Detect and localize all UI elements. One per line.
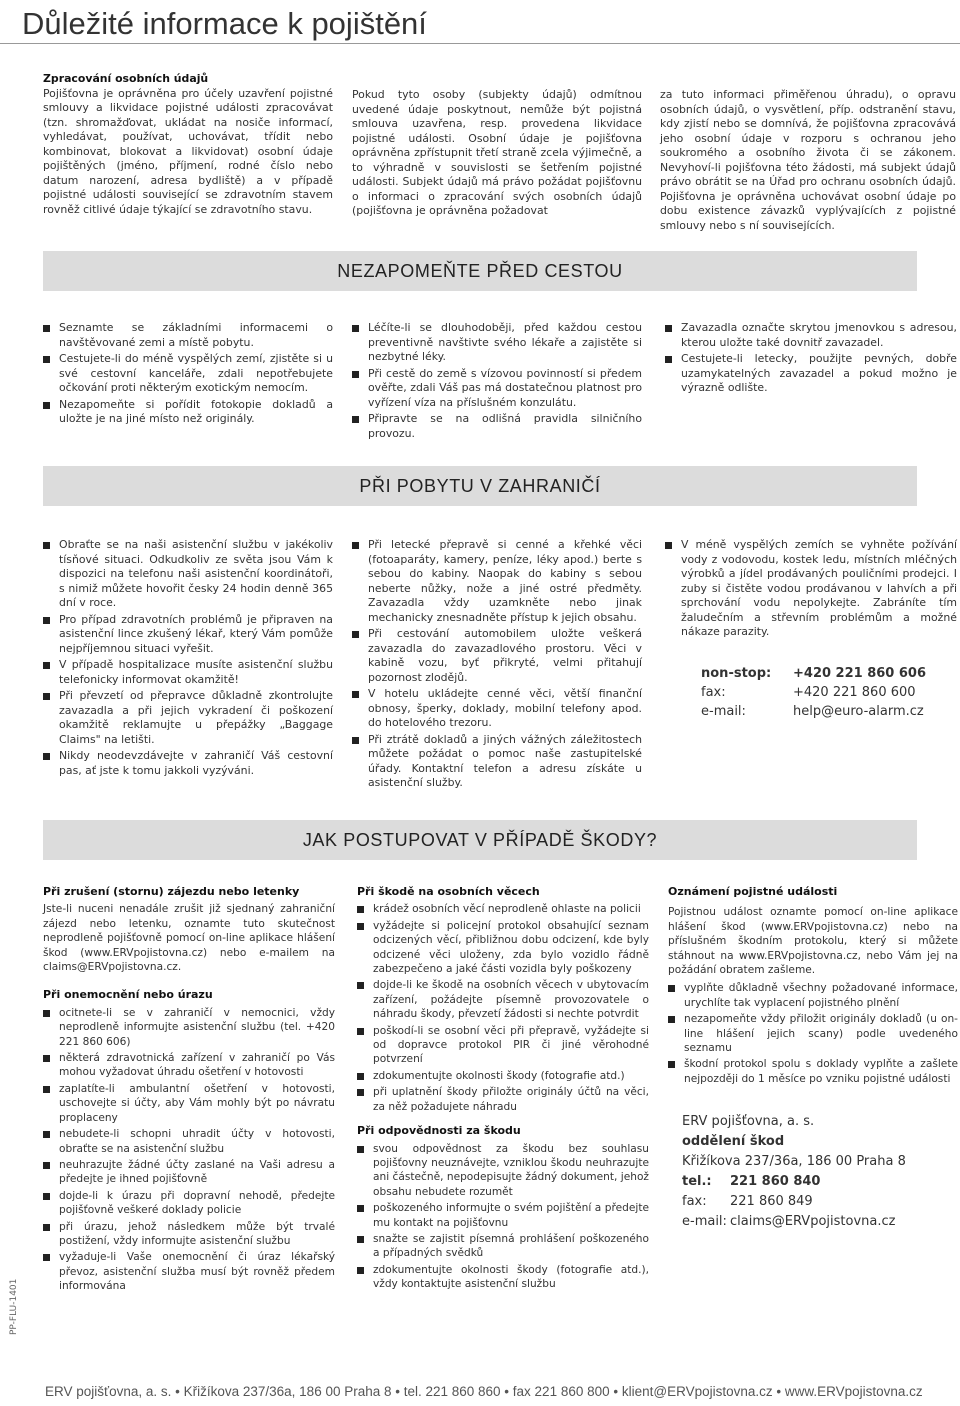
list-item-text: Pro případ zdravotních problémů je připraven na asistenční lince zkušený lékař, který Vám pomůže nejpříjemnou situaci vyřešit. xyxy=(59,612,333,655)
abroad-col2 xyxy=(352,538,642,793)
list-item xyxy=(43,321,333,350)
list-item-text: ocitnete-li se v zahraničí v nemocnici, vždy neprodleně informujte asistenční službu (tel. +420 221 860 606) xyxy=(59,1006,335,1048)
bullet-square-icon xyxy=(357,1267,364,1274)
list-item-text: Zavazadla označte skrytou jmenovkou s adresou, kterou uložte také dovnitř zavazadel. xyxy=(681,321,957,349)
property-heading: Při škodě na osobních věcech xyxy=(357,885,540,898)
company-address: Křižíkova 237/36a, 186 00 Praha 8 xyxy=(682,1154,906,1170)
bullet-square-icon xyxy=(357,923,364,930)
before-trip-col3 xyxy=(665,321,957,398)
list-item-text: škodní protokol spolu s doklady vyplňte a zašlete nejpozději do 1 měsíce po vzniku pojistné události xyxy=(684,1058,958,1085)
claims-email-link[interactable]: claims@ERVpojistovna.cz xyxy=(730,1214,896,1230)
list-item xyxy=(352,321,642,365)
bullet-square-icon xyxy=(43,325,50,332)
bullet-square-icon xyxy=(43,1162,50,1169)
list-item-text: krádež osobních věcí neprodleně ohlaste na policii xyxy=(373,903,641,916)
bullet-square-icon xyxy=(43,1193,50,1200)
bullet-square-icon xyxy=(357,982,364,989)
bullet-square-icon xyxy=(357,1146,364,1153)
liability-heading: Při odpovědnosti za škodu xyxy=(357,1124,521,1138)
bullet-list xyxy=(43,1006,335,1294)
list-item-text: při úrazu, jehož následkem může být trvalé postižení, vždy informujte asistenční službu xyxy=(59,1220,335,1247)
list-item xyxy=(357,1263,649,1292)
title-divider xyxy=(0,43,960,44)
bullet-square-icon xyxy=(352,325,359,332)
claims-col2 xyxy=(357,885,649,1294)
cancel-text: Jste-li nuceni nenadále zrušit již sjednaný zahraniční zájezd nebo letenku, oznamte tuto skutečnost neprodleně pojišťovně pomocí on-line aplikace hlášení škod (www.ERVpojistovna.cz) nebo e-mailem na claims@ERVpojistovna.cz. xyxy=(43,903,335,974)
list-item-text: zdokumentujte okolnosti škody (fotografie atd.) xyxy=(373,1069,625,1082)
before-trip-banner: NEZAPOMEŇTE PŘED CESTOU xyxy=(43,251,917,291)
bullet-square-icon xyxy=(668,1016,675,1023)
bullet-square-icon xyxy=(43,356,50,363)
before-trip-col1 xyxy=(43,321,333,429)
bullet-square-icon xyxy=(357,1205,364,1212)
data-processing-text-1: Pojišťovna je oprávněna pro účely uzavření pojistné smlouvy a likvidace pojistné události zpracovávat (tzn. shromažďovat, ukládat na nosiče informací, vyhledávat, používat, uchovávat, třídit nebo kombinovat, blokovat a likvidovat) osobní údaje pojištěných (jméno, příjmení, rodné číslo nebo datum narození, adresa bydliště) a v případě pojistné události související se zdravotním stavem rovněž citlivé údaje týkající se zdravotního stavu. xyxy=(43,86,333,216)
abroad-col3 xyxy=(665,538,957,721)
list-item xyxy=(43,749,333,778)
list-item-text: svou odpovědnost za škodu bez souhlasu pojišťovny neuznávejte, vzniklou škodu neuhrazujte ani částečně, nepodepisujte žádný dokument, jehož obsahu nebudete rozumět xyxy=(373,1142,649,1198)
bullet-square-icon xyxy=(43,693,50,700)
list-item xyxy=(43,398,333,427)
list-item-text: Při převzetí od přepravce důkladně zkontrolujte zavazadla a při jejich vykradení či poškození okamžitě reklamujte u přepážky „Baggage Claims" na letišti. xyxy=(59,689,333,746)
data-processing-col2 xyxy=(352,88,642,219)
bullet-list xyxy=(43,321,333,427)
bullet-list xyxy=(665,538,957,640)
list-item xyxy=(43,613,333,657)
list-item xyxy=(43,1127,335,1156)
list-item-text: Při cestování automobilem uložte veškerá zavazadla do zavazadlového prostoru. Věci v kabině vozu, byť přikryté, velmi přitahují pozornost zlodějů. xyxy=(368,627,642,684)
company-name: ERV pojišťovna, a. s. xyxy=(682,1114,815,1130)
bullet-square-icon xyxy=(43,542,50,549)
list-item xyxy=(665,352,957,396)
fax-value: +420 221 860 600 xyxy=(793,684,916,700)
list-item-text: dojde-li ke škodě na osobních věcech v ubytovacím zařízení, požádejte písemně provozovatele o náhradu škody, převzetí žádosti si nechte potvrdit xyxy=(373,979,649,1021)
list-item xyxy=(43,689,333,747)
bullet-list xyxy=(352,538,642,791)
list-item-text: při uplatnění škody přiložte originály účtů na věci, za něž požadujete náhradu xyxy=(373,1086,649,1113)
document-code: PP-FLU-1401 xyxy=(9,1278,19,1335)
bullet-square-icon xyxy=(665,356,672,363)
bullet-square-icon xyxy=(43,1086,50,1093)
list-item-text: vyplňte důkladně všechny požadované informace, urychlíte tak vyplacení pojistného plnění xyxy=(684,982,958,1009)
bullet-square-icon xyxy=(665,325,672,332)
list-item xyxy=(352,627,642,685)
list-item xyxy=(668,1057,958,1086)
list-item xyxy=(357,1232,649,1261)
bullet-square-icon xyxy=(43,1131,50,1138)
list-item-text: snažte se zajistit písemná prohlášení poškozeného a případných svědků xyxy=(373,1232,649,1260)
page-title: Důležité informace k pojištění xyxy=(22,6,427,41)
illness-heading: Při onemocnění nebo úrazu xyxy=(43,988,213,1002)
bullet-square-icon xyxy=(357,906,364,913)
list-item xyxy=(43,1051,335,1080)
list-item xyxy=(357,919,649,977)
bullet-square-icon xyxy=(43,1055,50,1062)
bullet-square-icon xyxy=(665,542,672,549)
list-item-text: poškozeného informujte o svém pojištění a předejte mu kontakt na pojišťovnu xyxy=(373,1202,649,1229)
list-item xyxy=(357,1201,649,1230)
claims-col3 xyxy=(668,885,958,1232)
bullet-square-icon xyxy=(352,631,359,638)
list-item-text: poškodí-li se osobní věci při přepravě, vyžádejte si od dopravce protokol PIR či jiné věrohodné potvrzení xyxy=(373,1024,649,1066)
list-item xyxy=(43,1220,335,1249)
bullet-square-icon xyxy=(43,662,50,669)
assistance-contacts xyxy=(701,664,926,721)
data-processing-text-2: Pokud tyto osoby (subjekty údajů) odmítnou uvedené údaje poskytnout, nemůže být pojistná smlouva uzavřena, resp. provedena likvidace pojistné události. Osobní údaje je pojišťovna oprávněna zpřístupnit třetí straně zcela výjimečně, a to výhradně v souvislosti se šetřením pojistné události. Subjekt údajů má právo požádat pojišťovnu o informaci o zpracování svých osobních údajů (pojišťovna je oprávněna požadovat xyxy=(352,88,642,217)
list-item xyxy=(357,1085,649,1114)
bullet-square-icon xyxy=(352,737,359,744)
bullet-square-icon xyxy=(43,402,50,409)
list-item-text: některá zdravotnická zařízení v zahraničí po Vás mohou vyžadovat úhradu ošetření v hotovosti xyxy=(59,1052,335,1079)
list-item xyxy=(43,658,333,687)
list-item xyxy=(352,367,642,411)
list-item-text: Při cestě do země s vízovou povinností si předem ověřte, zdali Váš pas má dostatečnou platnost pro vyřízení víza na příslušném konzulátu. xyxy=(368,366,642,409)
bullet-square-icon xyxy=(43,1254,50,1261)
data-processing-heading: Zpracování osobních údajů xyxy=(43,72,209,85)
cancel-heading: Při zrušení (stornu) zájezdu nebo letenky xyxy=(43,885,300,898)
list-item-text: zdokumentujte okolnosti škody (fotografie atd.), vždy kontaktujte asistenční službu xyxy=(373,1263,649,1291)
department-name: oddělení škod xyxy=(682,1134,785,1150)
list-item-text: V méně vyspělých zemích se vyhněte požívání vody z vodovodu, kostek ledu, místních mléčných výrobků a jídel prodávaných pouličními prodejci. I zuby si čistěte vodou prodávanou v lahvích a při sprchování vodu nepolykejte. Zabráníte tím žaludečním a střevním problémům a možné nákaze parazity. xyxy=(681,538,957,638)
claims-contact-block xyxy=(682,1112,958,1232)
list-item xyxy=(357,1142,649,1200)
list-item xyxy=(668,1012,958,1055)
abroad-col1 xyxy=(43,538,333,780)
list-item xyxy=(43,1158,335,1187)
list-item-text: Při ztrátě dokladů a jiných vážných záležitostech můžete požádat o pomoc naše zastupitelské úřady. Kontaktní telefon a adresu získáte u asistenční služby. xyxy=(368,732,642,789)
list-item xyxy=(357,1024,649,1067)
list-item-text: vyžádejte si policejní protokol obsahující seznam odcizených věcí, přibližnou dobu odcizení, kde byly odcizené věci uloženy, zda bylo vozidlo řádně zabezpečeno a jaké části vozidla byly poškozeny xyxy=(373,919,649,976)
claims-contacts xyxy=(682,1172,895,1232)
bullet-square-icon xyxy=(43,617,50,624)
claims-banner: JAK POSTUPOVAT V PŘÍPADĚ ŠKODY? xyxy=(43,820,917,860)
data-processing-col3 xyxy=(660,88,956,233)
bullet-square-icon xyxy=(43,1010,50,1017)
list-item xyxy=(665,321,957,350)
bullet-square-icon xyxy=(352,416,359,423)
nonstop-label: non-stop: xyxy=(701,665,772,681)
bullet-square-icon xyxy=(357,1073,364,1080)
list-item xyxy=(43,1006,335,1049)
tel-value[interactable]: 221 860 840 xyxy=(730,1174,821,1190)
list-item xyxy=(357,902,649,916)
before-trip-col2 xyxy=(352,321,642,443)
list-item xyxy=(357,978,649,1021)
list-item xyxy=(665,538,957,640)
email-label: e-mail: xyxy=(701,703,746,719)
bullet-list xyxy=(665,321,957,396)
notice-text: Pojistnou událost oznamte pomocí on-line aplikace hlášení škod (www.ERVpojistovna.cz) nebo na příslušném škodním protokolu, který si můžete stáhnout na www.ERVpojistovna.cz, nebo Vám jej na požádání obratem zašleme. xyxy=(668,906,958,977)
nonstop-phone[interactable]: +420 221 860 606 xyxy=(793,665,927,681)
list-item xyxy=(43,538,333,611)
claims-email-label: e-mail: xyxy=(682,1214,727,1230)
list-item xyxy=(668,981,958,1010)
list-item-text: Nezapomeňte si pořídit fotokopie dokladů a uložte je na jiné místo než originály. xyxy=(59,397,333,425)
bullet-list xyxy=(357,902,649,1114)
bullet-list xyxy=(352,321,642,441)
bullet-square-icon xyxy=(352,542,359,549)
data-processing-text-3: za tuto informaci přiměřenou úhradu), o opravu osobních údajů, o vysvětlení, příp. odstranění stavu, kdy zjistí nebo se domnívá, že pojišťovna zpracovává jeho osobní údaje v rozporu s ochranou jeho soukromého a osobního života či se zákonem. Nevyhoví-li pojišťovna této žádosti, má subjekt údajů právo obrátit se na Úřad pro ochranu osobních údajů. Pojišťovna je oprávněna uchovávat osobní údaje po dobu existence závazků vyplývajících z pojistné smlouvy nebo s ní souvisejících. xyxy=(660,88,956,232)
email-link[interactable]: help@euro-alarm.cz xyxy=(793,703,924,719)
claims-fax-label: fax: xyxy=(682,1194,707,1210)
list-item-text: V hotelu ukládejte cenné věci, větší finanční obnosy, šperky, doklady, mobilní telefony apod. do hotelového trezoru. xyxy=(368,687,642,729)
footer-contact-line: ERV pojišťovna, a. s. • Křižíkova 237/36a, 186 00 Praha 8 • tel. 221 860 860 • fax 221 860 800 • klient@ERVpojistovna.cz • www.ERVpojistovna.cz xyxy=(45,1384,923,1399)
abroad-banner: PŘI POBYTU V ZAHRANIČÍ xyxy=(43,466,917,506)
claims-fax-value: 221 860 849 xyxy=(730,1194,813,1210)
list-item-text: Při letecké přepravě si cenné a křehké věci (fotoaparáty, kamery, peníze, léky apod.) berte s sebou do kabiny. Naopak do kabiny s sebou neberte nůžky, nože a jiné ostré předměty. Zavazadla vždy uzamkněte nebo jinak mechanicky znesnadněte přístup k jejich obsahu. xyxy=(368,538,642,624)
list-item-text: nezapomeňte vždy přiložit originály dokladů (u on-line hlášení jejich scany) podle uvedeného seznamu xyxy=(684,1013,958,1055)
list-item xyxy=(43,352,333,396)
list-item-text: neuhrazujte žádné účty zaslané na Vaši adresu a předejte je ihned pojišťovně xyxy=(59,1158,335,1186)
bullet-square-icon xyxy=(357,1089,364,1096)
notice-heading: Oznámení pojistné události xyxy=(668,885,838,898)
list-item-text: Obraťte se na naši asistenční službu v jakékoliv tísňové situaci. Odkudkoliv ze světa jsou Vám k dispozici na telefonu naši asistenční koordinátoři, s nimiž můžete hovořit česky 24 hodin denně 365 dní v roce. xyxy=(59,538,333,609)
bullet-square-icon xyxy=(43,1224,50,1231)
list-item xyxy=(352,687,642,731)
bullet-square-icon xyxy=(357,1028,364,1035)
bullet-square-icon xyxy=(43,753,50,760)
bullet-list xyxy=(43,538,333,778)
list-item xyxy=(43,1189,335,1218)
bullet-square-icon xyxy=(352,371,359,378)
tel-label: tel.: xyxy=(682,1174,712,1190)
bullet-list xyxy=(668,981,958,1086)
list-item-text: vyžaduje-li Vaše onemocnění či úraz lékařský převoz, asistenční služba musí být rovněž předem informována xyxy=(59,1251,335,1293)
claims-col1 xyxy=(43,885,335,1296)
list-item-text: nebudete-li schopni uhradit účty v hotovosti, obraťte se na asistenční službu xyxy=(59,1128,335,1155)
list-item-text: V případě hospitalizace musíte asistenční službu telefonicky informovat okamžitě! xyxy=(59,658,333,686)
data-processing-col1 xyxy=(43,72,333,217)
bullet-square-icon xyxy=(357,1236,364,1243)
list-item-text: Připravte se na odlišná pravidla silničního provozu. xyxy=(368,412,642,440)
bullet-list xyxy=(357,1142,649,1292)
bullet-square-icon xyxy=(352,691,359,698)
list-item-text: dojde-li k úrazu při dopravní nehodě, předejte pojišťovně veškeré doklady policie xyxy=(59,1189,335,1217)
list-item-text: Seznamte se základními informacemi o navštěvované zemi a místě pobytu. xyxy=(59,321,333,349)
list-item-text: Nikdy neodevzdávejte v zahraničí Váš cestovní pas, ať jste k tomu jakkoli vyzýváni. xyxy=(59,749,333,777)
list-item xyxy=(43,1082,335,1125)
list-item xyxy=(352,733,642,791)
bullet-square-icon xyxy=(668,985,675,992)
list-item xyxy=(357,1069,649,1083)
bullet-square-icon xyxy=(668,1061,675,1068)
list-item-text: Cestujete-li do méně vyspělých zemí, zjistěte si u své cestovní kanceláře, zdali nepotřebujete očkování proti některým exotickým nemocím. xyxy=(59,352,333,394)
list-item-text: Léčíte-li se dlouhodoběji, před každou cestou preventivně navštivte svého lékaře a zajistěte si nezbytné léky. xyxy=(368,321,642,363)
list-item xyxy=(352,538,642,625)
list-item xyxy=(43,1250,335,1293)
list-item xyxy=(352,412,642,441)
list-item-text: zaplatíte-li ambulantní ošetření v hotovosti, uschovejte si účty, aby Vám mohly být po návratu proplaceny xyxy=(59,1082,335,1124)
fax-label: fax: xyxy=(701,684,726,700)
list-item-text: Cestujete-li letecky, použijte pevných, dobře uzamykatelných zavazadel a pokud možno je výrazně odlište. xyxy=(681,352,957,394)
